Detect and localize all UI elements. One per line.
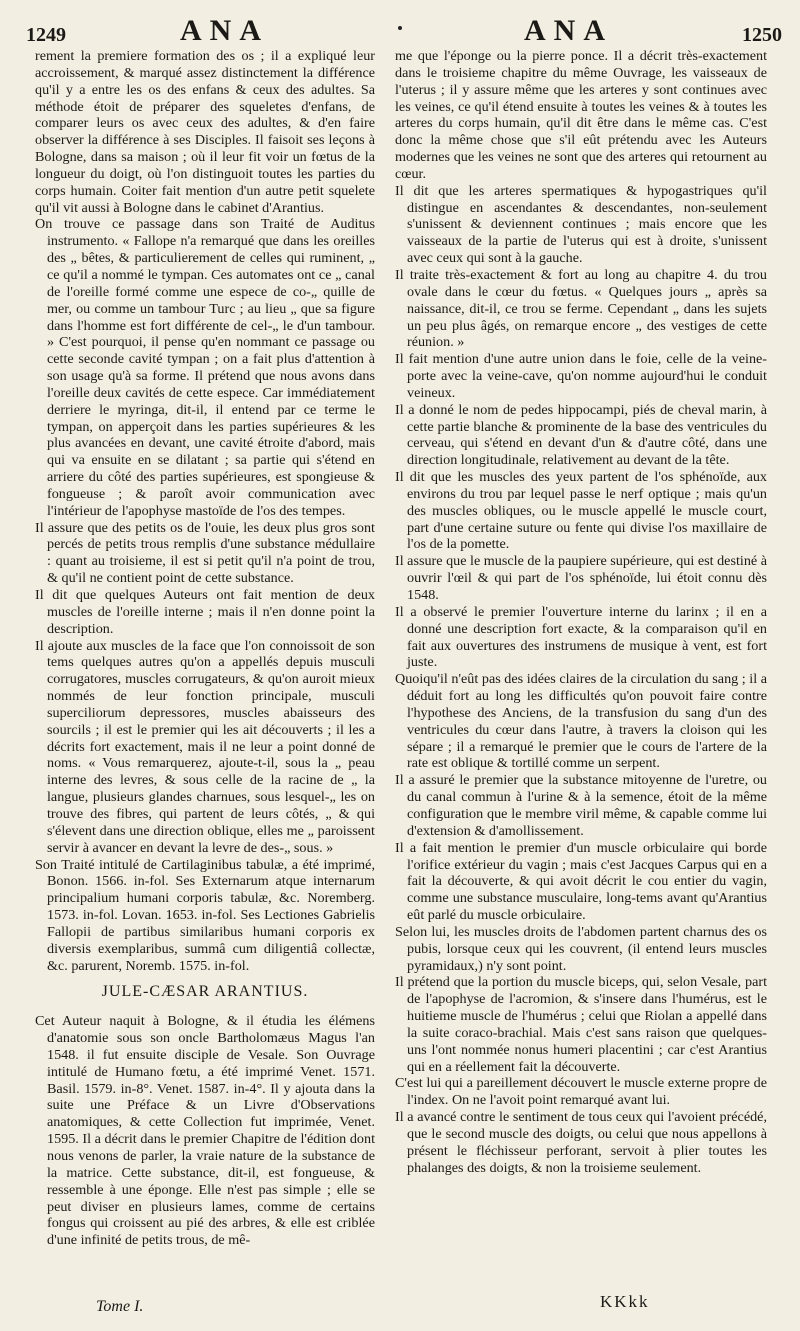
right-paragraph-3: Il traite très-exactement & fort au long au chapitre 4. du trou ovale dans le cœur du fœtus. « Quelques jours „ après sa naissance, dit-il, ce trou se ferme. Cependant „ dans les sujets un peu plus âgés, on remarque encore „ des vestiges de cette réunion. » bbox=[395, 266, 767, 351]
section-title: JULE-CÆSAR ARANTIUS. bbox=[101, 983, 309, 1001]
left-paragraph-2: On trouve ce passage dans son Traité de Auditus instrumento. « Fallope n'a remarqué que dans les oreilles des „ bêtes, & particulierement de celles qui ruminent, „ ce qu'il a nommé le tympan. Ces automates ont ce „ canal de l'oreille formé comme une espece de co-„ quille de mer, ou comme un tambour Turc ; au lieu „ que sa figure dans l'homme est fort différente de cel-„ le d'un tambour. » C'est pourquoi, il pense qu'en nommant ce passage ou cette seconde cavité tympan ; on a fait plus d'attention à son usage qu'à sa forme. Il prétend que nous avons dans l'oreille deux cavités de cette espece. Car immédiatement derriere le myringa, dit-il, il entend par ce terme le tympan, on apperçoit dans les parties supérieures & les plus avancées en devant, une cavité étroite d'abord, mais qui va ensuite en se dilatant ; sa partie qui s'étend en arriere du côté des parties supérieures, est spongieuse & fongueuse ; & paroît avoir communication avec l'intérieur de l'apophyse mastoïde de l'os des tempes. bbox=[35, 216, 375, 519]
page-number-left: 1249 bbox=[26, 24, 66, 46]
right-paragraph-5: Il a donné le nom de pedes hippocampi, piés de cheval marin, à cette partie blanche & prominente de la base des ventricules du cerveau, qui s'étend en devant d'un & d'autre côté, dans une direction longitudinale, relativement au devant de la tête. bbox=[395, 401, 767, 469]
right-paragraph-14: C'est lui qui a pareillement découvert le muscle externe propre de l'index. On ne l'avoit point remarqué avant lui. bbox=[395, 1075, 767, 1109]
left-paragraph-6: Son Traité intitulé de Cartilaginibus tabulæ, a été imprimé, Bonon. 1566. in-fol. Ses Externarum atque internarum principalium humani corporis tabulæ, &c. Noremberg. 1573. in-fol. Lovan. 1653. in-fol. Ses Lectiones Gabrielis Fallopii de partibus similaribus humani corporis ex diversis exemplaribus, summâ cum diligentiâ collectæ, &c. parurent, Noremb. 1575. in-fol. bbox=[35, 856, 375, 974]
right-paragraph-10: Il a assuré le premier que la substance mitoyenne de l'uretre, ou du canal commun à l'urine & à la semence, étoit de la même configuration que le membre viril même, & capable comme lui d'extension & d'amollissement. bbox=[395, 772, 767, 839]
right-paragraph-7: Il assure que le muscle de la paupiere supérieure, qui est destiné à ouvrir l'œil & qui part de l'os sphénoïde, lui étoit connu dès 1548. bbox=[395, 553, 767, 603]
running-head-left: ANA bbox=[180, 14, 269, 47]
page-number-right: 1250 bbox=[742, 24, 782, 46]
right-paragraph-8: Il a observé le premier l'ouverture interne du larinx ; il en a donné une description fort exacte, & la comparaison qu'il en fait aux ouvertures des instrumens de musique à vent, est fort juste. bbox=[395, 603, 767, 671]
right-paragraph-11: Il a fait mention le premier d'un muscle orbiculaire qui borde l'orifice extérieur du vagin ; mais c'est Jacques Carpus qui en a fait la découverte, & qui avoit décrit le cou entier du vagin, comme une substance musculaire, long-tems avant qu'Arantius eût parlé du muscle orbiculaire. bbox=[395, 839, 767, 924]
page-header bbox=[26, 10, 782, 50]
right-paragraph-13: Il prétend que la portion du muscle biceps, qui, selon Vesale, part de l'apophyse de l'acromion, & s'insere dans l'humérus, est le huitieme muscle de l'humérus ; celui que Riolan a appellé dans la suite coraco-brachial. Mais c'est sans raison que quelques-uns l'ont nommée nonus humeri placentini ; car c'est Arantius qui en a réellement fait la découverte. bbox=[395, 974, 767, 1075]
left-paragraph-3: Il assure que des petits os de l'ouie, les deux plus gros sont percés de petits trous remplis d'une substance médullaire : quant au troisieme, il est si petit qu'il n'a point de trou, & qu'il ne contient point de cette substance. bbox=[35, 519, 375, 587]
left-paragraph-7: Cet Auteur naquit à Bologne, & il étudia les élémens d'anatomie sous son oncle Bartholomæus Magus l'an 1548. il fut ensuite disciple de Vesale. Son Ouvrage intitulé de Humano fœtu, a été imprimé Venet. 1571. Basil. 1579. in-8°. Venet. 1587. in-4°. Il y ajouta dans la suite une Préface & un Livre d'Observations anatomiques, & cette Collection fut imprimée, Venet. 1595. Il a décrit dans le premier Chapitre de l'édition dont nous venons de parler, la vraie nature de la substance de la matrice. Cette substance, dit-il, est fongueuse, & ressemble à une éponge. Elle n'est pas simple ; elle se peut diviser en plusieurs lames, comme de certains fongus qui croissent au pié des arbres, & elle est criblée d'une infinité de petits trous, de mê- bbox=[35, 1013, 375, 1249]
volume-label: Tome I. bbox=[96, 1298, 144, 1315]
running-head-right: ANA bbox=[524, 14, 613, 47]
left-paragraph-5: Il ajoute aux muscles de la face que l'on connoissoit de son tems quelques autres qu'on a appellés depuis musculi corrugatores, muscles corrugateurs, & qu'on auroit mieux nommés de leur fonction principale, musculi superciliorum depressores, muscles abaisseurs des sourcils ; il est le premier qui les ait découverts ; il les a décrits fort exactement, mais il ne leur a point donné de noms. « Vous remarquerez, ajoute-t-il, sous la „ peau interne des levres, & sous celle de la racine de „ la langue, plusieurs glandes charnues, sous lesquel-„ les on trouve des fibres, qui partent de leurs côtés, „ & qui s'élevent dans une direction oblique, elles me „ paroissent servir à avancer en devant la levre de des-„ sous. » bbox=[35, 637, 375, 856]
right-paragraph-9: Quoiqu'il n'eût pas des idées claires de la circulation du sang ; il a déduit fort au long les difficultés qu'on pouvoit faire contre l'hypothese des Anciens, de la transfusion du sang d'un des ventricules du cœur dans l'autre, à travers la cloison qui les sépare ; il a remarqué le premier que le cours de l'artere de la rate est oblique & tortillé comme un serpent. bbox=[395, 671, 767, 772]
left-column bbox=[35, 48, 375, 1249]
right-paragraph-12: Selon lui, les muscles droits de l'abdomen partent charnus des os pubis, lorsque ceux qui les couvrent, (il entend leurs muscles pyramidaux,) n'y sont point. bbox=[395, 923, 767, 974]
signature-mark: KKkk bbox=[600, 1292, 650, 1311]
right-paragraph-6: Il dit que les muscles des yeux partent de l'os sphénoïde, aux environs du trou par lequel passe le nerf optique ; mais qu'un des muscles obliques, ou le muscle appellé le muscle court, part d'une certaine suture ou fente qui divise l'os maxillaire de l'os de la pomette. bbox=[395, 469, 767, 553]
left-paragraph-4: Il dit que quelques Auteurs ont fait mention de deux muscles de l'oreille interne ; mais il n'en donne point la description. bbox=[35, 587, 375, 637]
ornament-dot bbox=[398, 26, 402, 30]
right-paragraph-1: me que l'éponge ou la pierre ponce. Il a décrit très-exactement dans le troisieme chapitre du même Ouvrage, les vaisseaux de l'uterus ; il y assure même que les arteres y sont continues avec les veines, ce qu'il étend ensuite à toutes les veines & à toutes les arteres du corps humain, qu'il dit être dans le même cas. C'est donc la même chose que s'il eût prétendu avec les Auteurs modernes que les veines ne sont que des arteres qui retournent au cœur. bbox=[395, 48, 767, 182]
right-paragraph-15: Il a avancé contre le sentiment de tous ceux qui l'avoient précédé, que le second muscle des doigts, ou celui que nous appellons à présent le fléchisseur perforant, servoit à plier toutes les phalanges des doigts, & non la troisieme seulement. bbox=[395, 1109, 767, 1176]
left-paragraph-1: rement la premiere formation des os ; il a expliqué leur accroissement, & marqué assez distinctement la différence qu'il y a entre les os des enfans & ceux des adultes. Sa méthode étoit de préparer des squeletes d'enfans, de comparer leurs os avec ceux des adultes, & d'en faire observer la différence à ses Disciples. Il faisoit ses leçons à Bologne, dans sa maison ; où il leur fit voir un fœtus de la longueur du doigt, où l'on distinguoit toutes les parties du corps humain. Coiter fait mention d'un autre petit squelete qu'il vit aussi à Bologne dans le cabinet d'Arantius. bbox=[35, 48, 375, 216]
right-paragraph-4: Il fait mention d'une autre union dans le foie, celle de la veine-porte avec la veine-cave, qu'on nomme aujourd'hui le conduit veineux. bbox=[395, 351, 767, 401]
right-column bbox=[395, 48, 767, 1177]
right-paragraph-2: Il dit que les arteres spermatiques & hypogastriques qu'il distingue en ascendantes & descendantes, non-seulement s'unissent & deviennent continues ; mais encore que les vaisseaux de la partie de l'uterus qui est à droite, s'unissent avec ceux qui sont à la gauche. bbox=[395, 182, 767, 267]
